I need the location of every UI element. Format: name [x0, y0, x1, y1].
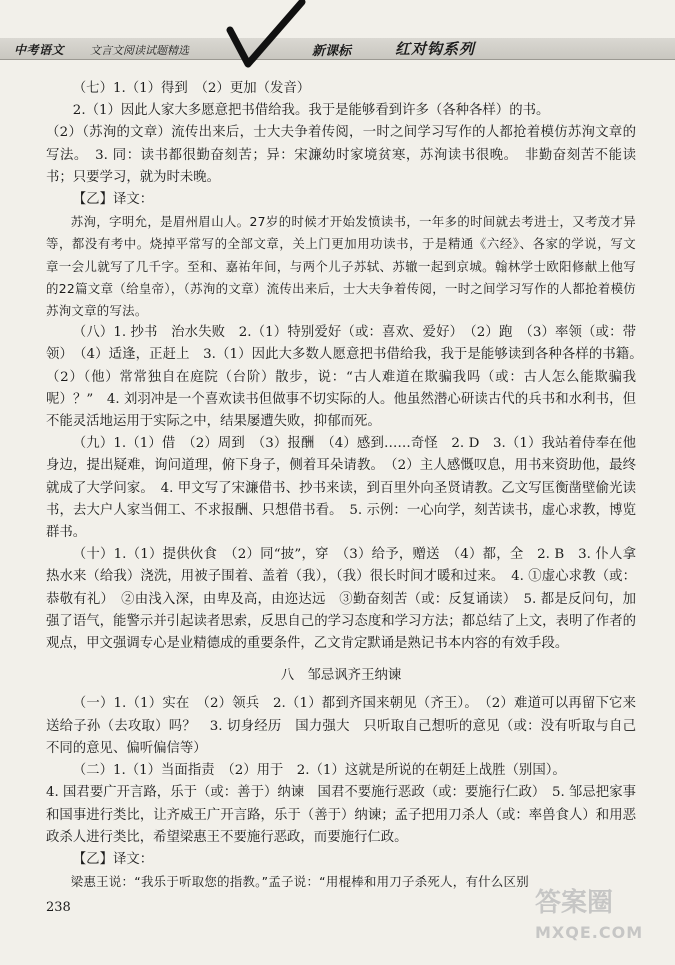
answer-paragraph: 4. 国君要广开言路，乐于（或：善于）纳谏 国君不要施行恶政（或：要施行仁政） 5. 邹忌把家事和国事进行类比，让齐威王广开言路，乐于（善于）纳谏；孟子把用刀杀人（或：率兽食人）和用恶政杀人进行类比，希望梁惠王不要施行恶政，而要施行仁政。 — [46, 785, 636, 845]
answer-paragraph: （八）1. 抄书 治水失败 2.（1）特别爱好（或：喜欢、爱好） （2）跑 （3）率领（或：带领） （4）适逢，正赶上 3.（1）因此大多数人愿意把书借给我，我于是能够读到各种各样的书籍。 （2）（他）常常独自在庭院（台阶）散步，说：“古人难道在欺骗我吗（或：古人怎么能欺骗我呢）？” 4. 刘羽冲是一个喜欢读书但做事不切实际的人。他虽然潜心研读古代的兵书和水利书，但不能灵活地运用于实际之中，结果屡遭失败，抑郁而死。 — [46, 325, 650, 430]
answer-content — [46, 78, 650, 893]
watermark — [535, 888, 665, 958]
header-label-new: 新课标 — [312, 44, 352, 59]
section-title: 八 邹忌讽齐王纳谏 — [280, 668, 402, 684]
watermark-line1: 答案圈 — [535, 888, 614, 918]
answer-paragraph: （一）1.（1）实在 （2）领兵 2.（1）都到齐国来朝见（齐王）。 （2）难道可以再留下它来送给子孙（去攻取）吗？ 3. 切身经历 国力强大 只听取自己想听的意见（或：没有听取与自己不同的意见、偏听偏信等） — [46, 696, 636, 756]
translation-paragraph: 梁惠王说：“我乐于听取您的指教。”孟子说：“用棍棒和用刀子杀死人，有什么区别 — [70, 874, 529, 890]
answer-paragraph: （二）1.（1）当面指责 （2）用于 2.（1）这就是所说的在朝廷上战胜（别国）。 — [72, 763, 566, 779]
book-title: 文言文阅读试题精选 — [90, 44, 189, 57]
series-name: 中考语文 — [14, 43, 65, 57]
answer-paragraph: （九）1.（1）借 （2）周到 （3）报酬 （4）感到……奇怪 2. D 3.（1）我站着侍奉在他身边，提出疑难，询问道理，俯下身子，侧着耳朵请教。 （2）主人感慨叹息，用书来资助他，最终就成了大学问家。 4. 甲文写了宋濂借书、抄书来读，到百里外向圣贤请教。乙文写匡衡凿壁偷光读书，去大户人家当佣工、不求报酬、只想借书看。 5. 示例：一心向学，刻苦读书，虚心求教，博览群书。 — [46, 436, 636, 541]
header-label-series: 红对钩系列 — [395, 40, 476, 58]
answer-paragraph: （七）1.（1）得到 （2）更加（发音） — [72, 81, 311, 96]
translation-paragraph: 苏洵，字明允，是眉州眉山人。27岁的时候才开始发愤读书，一年多的时间就去考进士，又考茂才异等，都没有考中。烧掉平常写的全部文章，关上门更加用功读书，于是精通《六经》、各家的学说，写文章一会儿就写了几千字。至和、嘉祐年间，与两个儿子苏轼、苏辙一起到京城。翰林学士欧阳修献上他写的22篇文章（给皇帝），（苏洵的文章）流传出来后，士大夫争着传阅，一时之间学习写作的人都抢着模仿苏洵文章的写法。 — [46, 214, 636, 319]
checkmark-logo-icon — [226, 0, 306, 72]
page-header — [0, 0, 675, 64]
answer-paragraph: （十）1.（1）提供伙食 （2）同“披”，穿 （3）给予，赠送 （4）都，全 2. B 3. 仆人拿热水来（给我）浇洗，用被子围着、盖着（我），（我）很长时间才暖和过来。 4. ①虚心求教（或：恭敬有礼） ②由浅入深，由卑及高，由迩达远 ③勤奋刻苦（或：反复诵读） 5. 都是反问句，加强了语气，能警示并引起读者思索，反思自己的学习态度和学习方法；都总结了上文，表明了作者的观点，甲文强调专心是业精德成的重要条件，乙文肯定默诵是熟记书本内容的有效手段。 — [46, 547, 636, 652]
answer-paragraph: 2.（1）因此人家大多愿意把书借给我。我于是能够看到许多（各种各样）的书。 — [72, 103, 550, 119]
translation-heading: 【乙】译文： — [72, 851, 154, 867]
translation-heading: 【乙】译文： — [72, 192, 154, 208]
answer-paragraph: （2）（苏洵的文章）流传出来后，士大夫争着传阅，一时之间学习写作的人都抢着模仿苏洵文章的写法。 3. 同：读书都很勤奋刻苦；异：宋濂幼时家境贫寒，苏洵读书很晚。 非勤奋刻苦不能读书；只要学习，就为时未晚。 — [46, 125, 636, 185]
watermark-line2: MXQE.COM — [535, 923, 644, 942]
page-number: 238 — [46, 900, 71, 915]
